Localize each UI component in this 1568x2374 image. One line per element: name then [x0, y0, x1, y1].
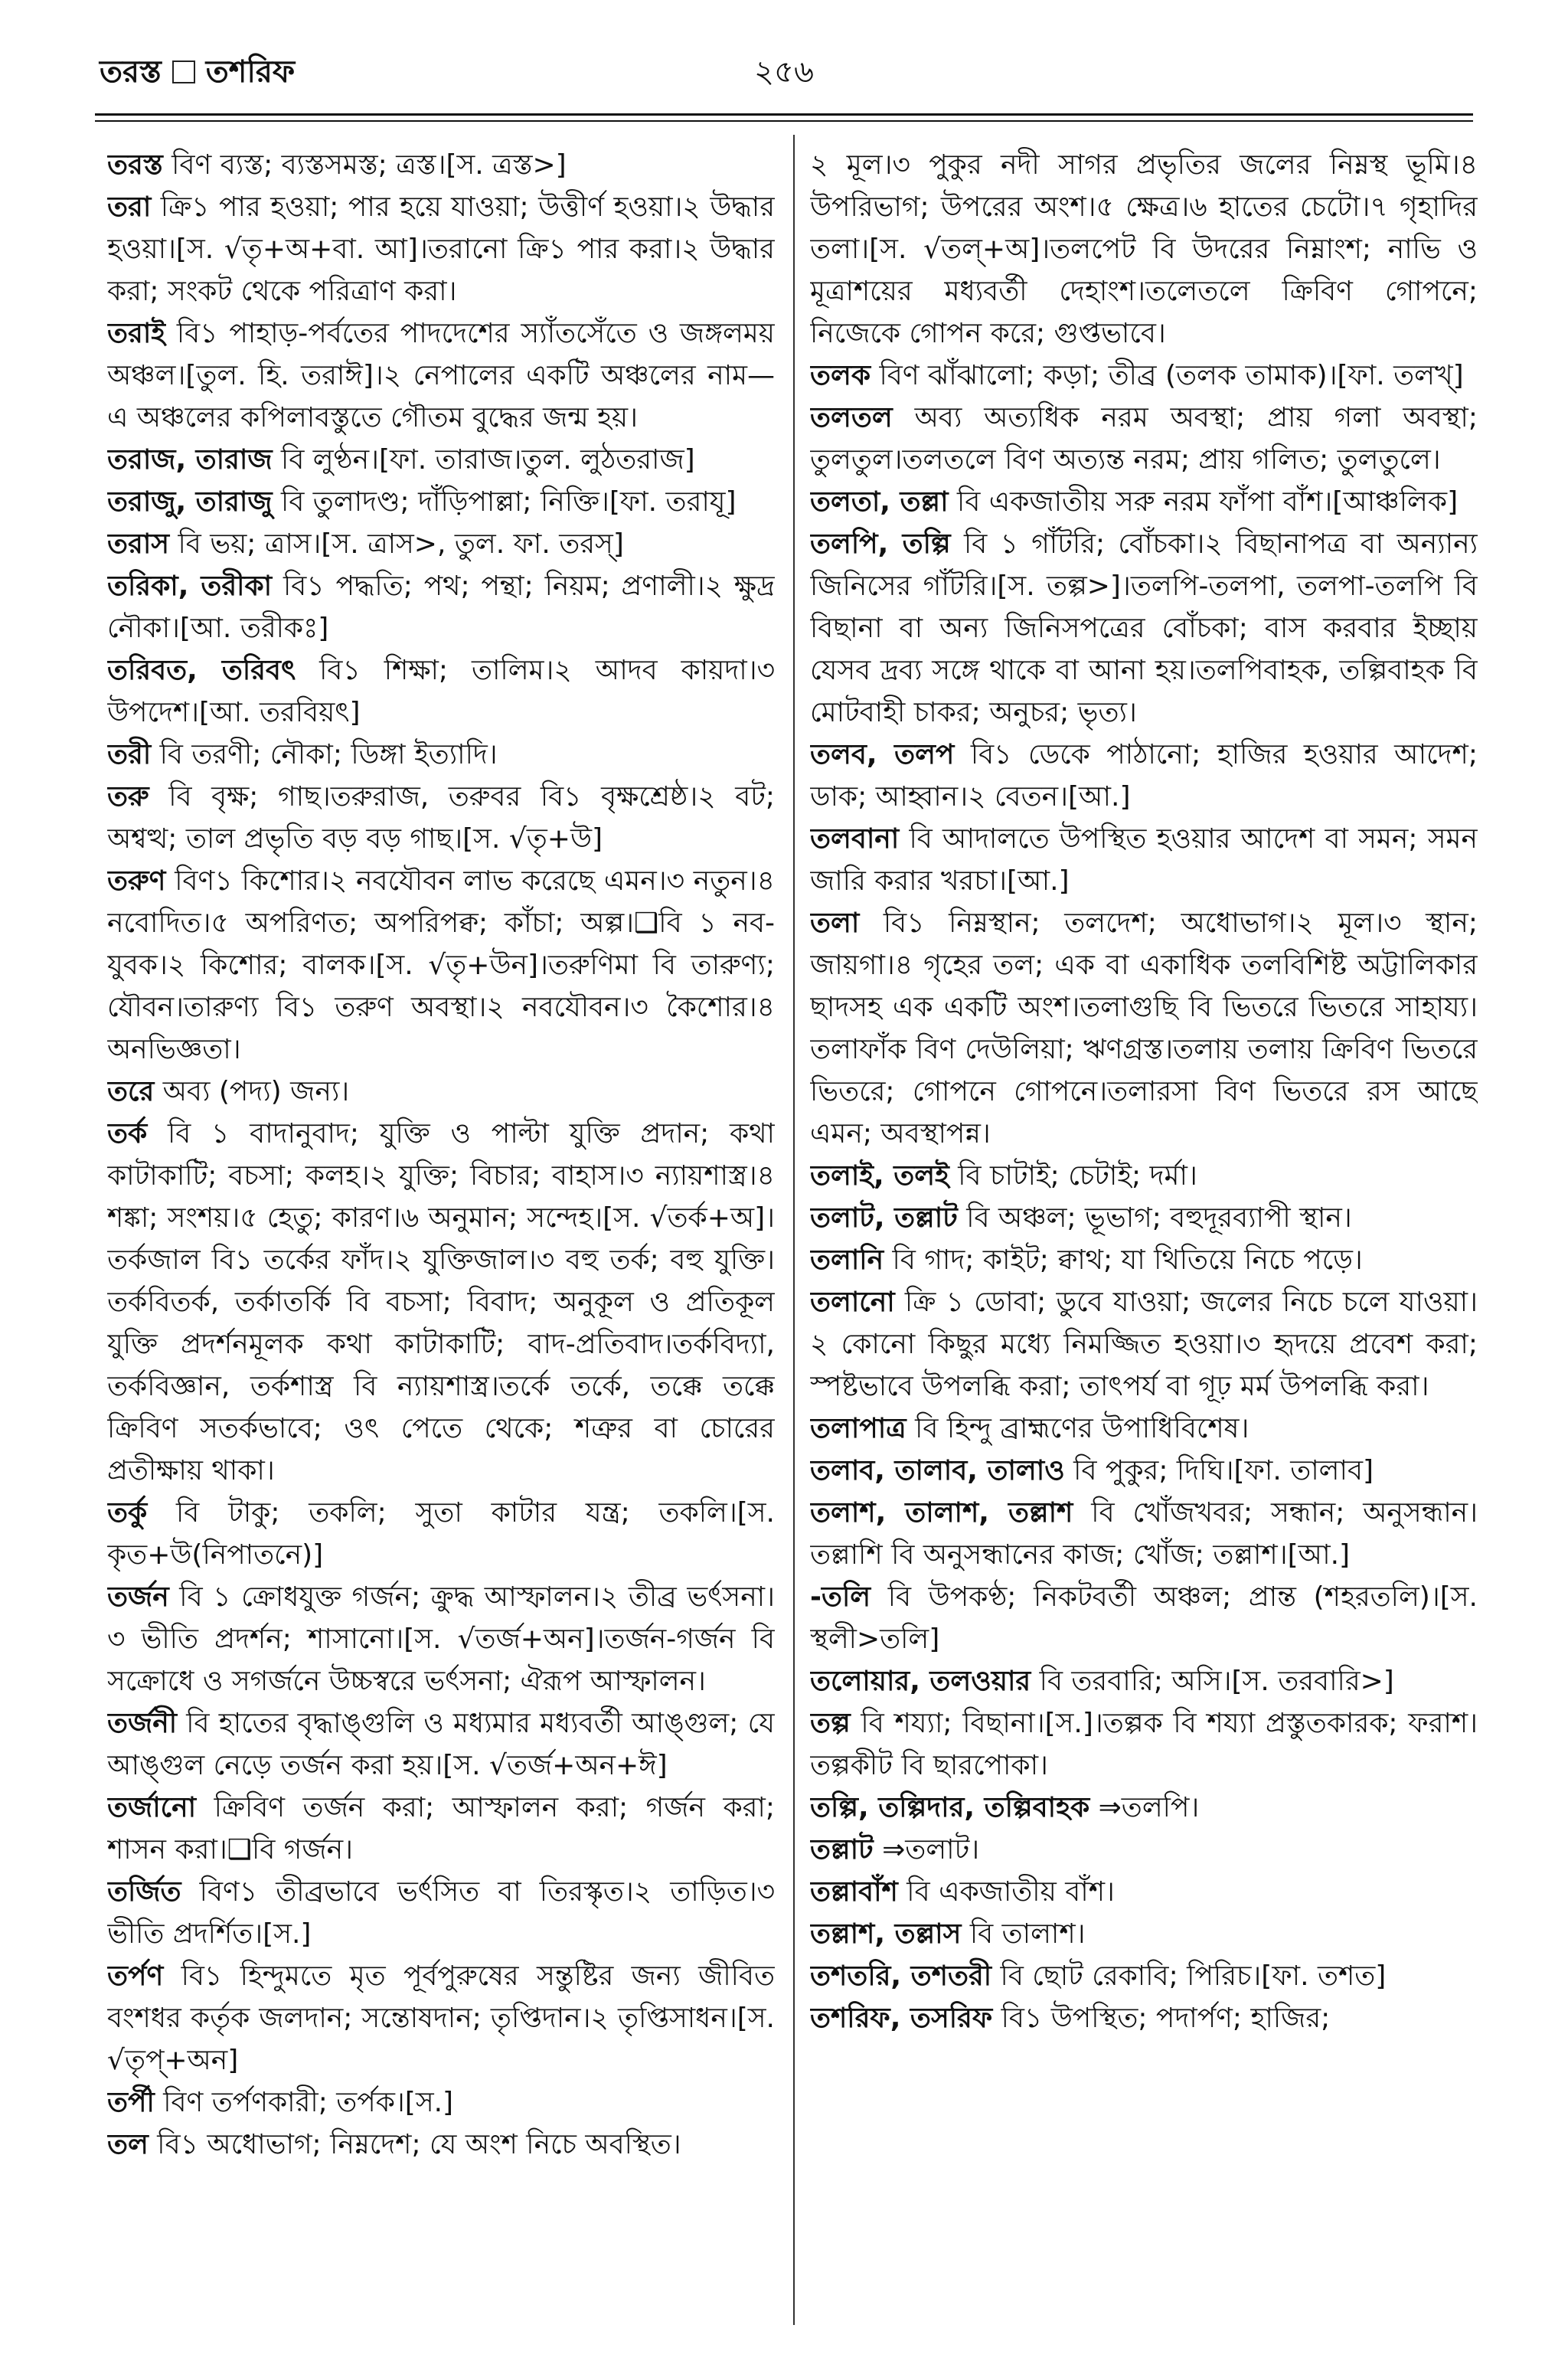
dictionary-entry	[107, 1576, 775, 1702]
entry-headword: তশরিফ, তসরিফ	[810, 2003, 993, 2034]
entry-headword: তর্পী	[107, 2087, 155, 2118]
entry-definition: বি১ পদ্ধতি; পথ; পন্থা; নিয়ম; প্রণালী।২ ক্ষুদ্র নৌকা।[আ. তরীকঃ]	[107, 571, 775, 644]
dictionary-entry	[107, 439, 775, 481]
dictionary-entry	[810, 355, 1478, 397]
right-column	[810, 144, 1478, 2320]
dictionary-entry	[107, 734, 775, 776]
entry-definition: বি বৃক্ষ; গাছ।তরুরাজ, তরুবর বি১ বৃক্ষশ্রেষ্ঠ।২ বট; অশ্বত্থ; তাল প্রভৃতি বড় বড় গাছ।[স. √তৃ+উ]	[107, 781, 775, 855]
entry-headword: তল	[107, 2129, 149, 2160]
entry-definition: বি একজাতীয় বাঁশ।	[906, 1876, 1115, 1908]
entry-headword: তর্ক	[107, 1118, 148, 1149]
page-number: ২৫৬	[754, 54, 814, 90]
entry-definition: বি১ অধোভাগ; নিম্নদেশ; যে অংশ নিচে অবস্থিত।	[157, 2129, 681, 2160]
entry-headword: তলাই, তলই	[810, 1160, 949, 1192]
separator-box-icon	[172, 60, 195, 83]
entry-definition: বি শয্যা; বিছানা।[স.]।তল্পক বি শয্যা প্রস্তুতকারক; ফরাশ।তল্পকীট বি ছারপোকা।	[810, 1708, 1478, 1781]
dictionary-entry	[107, 186, 775, 312]
guide-words	[100, 47, 295, 99]
entry-definition: বি খোঁজখবর; সন্ধান; অনুসন্ধান।তল্লাশি বি অনুসন্ধানের কাজ; খোঁজ; তল্লাশ।[আ.]	[810, 1497, 1478, 1571]
entry-headword: তলবানা	[810, 823, 900, 855]
dictionary-entry	[810, 1408, 1478, 1450]
dictionary-entry	[810, 1660, 1478, 1702]
dictionary-entry	[810, 734, 1478, 818]
entry-headword: তরিবত, তরিবৎ	[107, 655, 296, 686]
dictionary-entry	[107, 1071, 775, 1113]
entry-headword: তরুণ	[107, 865, 166, 897]
entry-headword: তলাট, তল্লাট	[810, 1202, 958, 1234]
entry-headword: তল্লাশ, তল্লাস	[810, 1918, 962, 1950]
dictionary-entry	[810, 1197, 1478, 1239]
entry-definition: বি১ শিক্ষা; তালিম।২ আদব কায়দা।৩ উপদেশ।[আ. তরবিয়ৎ]	[107, 655, 775, 728]
entry-definition: বিণ১ কিশোর।২ নবযৌবন লাভ করেছে এমন।৩ নতুন।৪ নবোদিত।৫ অপরিণত; অপরিপক্ব; কাঁচা; অল্প।❑বি ১ নব-যুবক।২ কিশোর; বালক।[স. √তৃ+উন]।তরুণিমা বি তারুণ্য; যৌবন।তারুণ্য বি১ তরুণ অবস্থা।২ নবযৌবন।৩ কৈশোর।৪ অনভিজ্ঞতা।	[107, 865, 775, 1065]
entry-headword: তরে	[107, 1076, 155, 1107]
dictionary-entry	[810, 1787, 1478, 1829]
entry-headword: তলা	[810, 907, 860, 939]
entry-definition: বি অঞ্চল; ভূভাগ; বহুদূরব্যাপী স্থান।	[966, 1202, 1352, 1234]
entry-definition: বিণ১ তীব্রভাবে ভর্ৎসিত বা তিরস্কৃত।২ তাড়িত।৩ ভীতি প্রদর্শিত।[স.]	[107, 1876, 775, 1950]
entry-definition: বি গাদ; কাইট; ক্বাথ; যা থিতিয়ে নিচে পড়ে।	[892, 1244, 1363, 1276]
dictionary-entry	[810, 144, 1478, 355]
entry-definition: বি ছোট রেকাবি; পিরিচ।[ফা. তশত]	[1000, 1960, 1387, 1992]
dictionary-entry	[107, 523, 775, 565]
guide-word-first: তরস্ত	[100, 54, 162, 90]
entry-definition: বি পুকুর; দিঘি।[ফা. তালাব]	[1073, 1455, 1374, 1486]
entry-definition: ⇒তলাট।	[882, 1834, 980, 1866]
entry-definition: বি হিন্দু ব্রাহ্মণের উপাধিবিশেষ।	[915, 1413, 1250, 1444]
entry-definition: বি১ হিন্দুমতে মৃত পূর্বপুরুষের সন্তুষ্টির জন্য জীবিত বংশধর কর্তৃক জলদান; সন্তোষদান; তৃপ্তিদান।২ তৃপ্তিসাধন।[স. √তৃপ্+অন]	[107, 1960, 775, 2076]
dictionary-entry	[810, 523, 1478, 734]
dictionary-entry	[107, 1113, 775, 1492]
dictionary-entry	[107, 481, 775, 523]
dictionary-entry	[810, 1281, 1478, 1408]
dictionary-entry	[810, 1913, 1478, 1955]
dictionary-entry	[810, 818, 1478, 902]
entry-definition: বি১ নিম্নস্থান; তলদেশ; অধোভাগ।২ মূল।৩ স্থান; জায়গা।৪ গৃহের তল; এক বা একাধিক তলবিশিষ্ট অট্টালিকার ছাদসহ এক একটি অংশ।তলাগুছি বি ভিতরে ভিতরে সাহায্য।তলাফাঁক বিণ দেউলিয়া; ঋণগ্রস্ত।তলায় তলায় ক্রিবিণ ভিতরে ভিতরে; গোপনে গোপনে।তলারসা বিণ ভিতরে রস আছে এমন; অবস্থাপন্ন।	[810, 907, 1478, 1149]
column-divider	[793, 135, 795, 2325]
entry-headword: তর্জনী	[107, 1708, 178, 1739]
dictionary-entry	[810, 1450, 1478, 1492]
entry-headword: তলাব, তালাব, তালাও	[810, 1455, 1065, 1486]
entry-headword: তর্জানো	[107, 1792, 197, 1823]
entry-headword: তরস্ত	[107, 149, 163, 181]
header-rule	[95, 113, 1473, 122]
entry-headword: তরাস	[107, 528, 170, 560]
entry-headword: তলক	[810, 360, 871, 391]
dictionary-entry	[810, 1955, 1478, 1997]
entry-definition: অব্য (পদ্য) জন্য।	[162, 1076, 350, 1107]
entry-headword: তল্লাট	[810, 1834, 874, 1866]
entry-definition: বি টাকু; তকলি; সুতা কাটার যন্ত্র; তকলি।[স. কৃত+উ(নিপাতনে)]	[107, 1497, 775, 1571]
entry-definition: ২ মূল।৩ পুকুর নদী সাগর প্রভৃতির জলের নিম্নস্থ ভূমি।৪ উপরিভাগ; উপরের অংশ।৫ ক্ষেত্র।৬ হাতের চেটো।৭ গৃহাদির তলা।[স. √তল্+অ]।তলপেট বি উদরের নিম্নাংশ; নাভি ও মূত্রাশয়ের মধ্যবর্তী দেহাংশ।তলেতলে ক্রিবিণ গোপনে; নিজেকে গোপন করে; গুপ্তভাবে।	[810, 149, 1478, 349]
entry-headword: তরাজ, তারাজ	[107, 444, 273, 476]
entry-definition: ⇒তলপি।	[1098, 1792, 1200, 1823]
entry-headword: তর্জিত	[107, 1876, 181, 1908]
dictionary-entry	[810, 1702, 1478, 1787]
entry-definition: বিণ ঝাঁঝালো; কড়া; তীব্র (তলক তামাক)।[ফা. তলখ্]	[879, 360, 1464, 391]
left-column	[107, 144, 775, 2320]
entry-headword: তলাশ, তালাশ, তল্লাশ	[810, 1497, 1073, 1529]
entry-headword: তলতা, তল্লা	[810, 486, 949, 518]
entry-headword: তল্লাবাঁশ	[810, 1876, 898, 1908]
entry-definition: বিণ তর্পণকারী; তর্পক।[স.]	[163, 2087, 454, 2118]
dictionary-entry	[107, 1787, 775, 1871]
entry-definition: বি ১ গাঁটরি; বোঁচকা।২ বিছানাপত্র বা অন্যান্য জিনিসের গাঁটরি।[স. তল্প>]।তলপি-তলপা, তলপা-তলপি বি বিছানা বা অন্য জিনিসপত্রের বোঁচকা; বাস করবার ইচ্ছায় যেসব দ্রব্য সঙ্গে থাকে বা আনা হয়।তলপিবাহক, তল্পিবাহক বি মোটবাহী চাকর; অনুচর; ভৃত্য।	[810, 528, 1478, 728]
entry-headword: তলব, তলপ	[810, 739, 955, 770]
dictionary-entry	[107, 2081, 775, 2124]
entry-headword: তলানো	[810, 1287, 895, 1318]
dictionary-entry	[810, 902, 1478, 1155]
entry-headword: তর্জন	[107, 1581, 169, 1613]
entry-headword: তরাই	[107, 318, 165, 349]
entry-headword: তরা	[107, 191, 152, 223]
entry-definition: বি ভয়; ত্রাস।[স. ত্রাস>, তুল. ফা. তরস্]	[178, 528, 624, 560]
entry-headword: তল্পি, তল্পিদার, তল্পিবাহক	[810, 1792, 1090, 1823]
dictionary-entry	[107, 1492, 775, 1576]
entry-definition: বি হাতের বৃদ্ধাঙ্গুলি ও মধ্যমার মধ্যবর্তী আঙ্গুল; যে আঙ্গুল নেড়ে তর্জন করা হয়।[স. √তর্জ+অন+ঈ]	[107, 1708, 775, 1781]
entry-definition: বি উপকণ্ঠ; নিকটবর্তী অঞ্চল; প্রান্ত (শহরতলি)।[স. স্থলী>তলি]	[810, 1581, 1478, 1655]
entry-definition: বি তরবারি; অসি।[স. তরবারি>]	[1039, 1666, 1394, 1697]
entry-headword: তর্কু	[107, 1497, 148, 1529]
dictionary-entry	[107, 649, 775, 734]
entry-headword: তল্প	[810, 1708, 851, 1739]
dictionary-entry	[810, 1829, 1478, 1871]
dictionary-entry	[810, 1576, 1478, 1660]
entry-headword: তলপি, তল্পি	[810, 528, 951, 560]
dictionary-entry	[107, 1955, 775, 2081]
entry-headword: তলানি	[810, 1244, 884, 1276]
dictionary-entry	[810, 1155, 1478, 1197]
entry-definition: বিণ ব্যস্ত; ব্যস্তসমস্ত; ত্রস্ত।[স. ত্রস্ত>]	[172, 149, 567, 181]
entry-headword: তরিকা, তরীকা	[107, 571, 273, 602]
entry-definition: বি আদালতে উপস্থিত হওয়ার আদেশ বা সমন; সমন জারি করার খরচা।[আ.]	[810, 823, 1478, 897]
entry-headword: তলোয়ার, তলওয়ার	[810, 1666, 1031, 1697]
dictionary-entry	[810, 481, 1478, 523]
entry-definition: বি চাটাই; চেটাই; দর্মা।	[958, 1160, 1197, 1192]
dictionary-entry	[810, 1239, 1478, 1281]
dictionary-entry	[107, 144, 775, 186]
dictionary-entry	[107, 565, 775, 649]
entry-definition: বি তালাশ।	[969, 1918, 1086, 1950]
entry-definition: বি একজাতীয় সরু নরম ফাঁপা বাঁশ।[আঞ্চলিক]	[957, 486, 1459, 518]
entry-definition: ক্রি১ পার হওয়া; পার হয়ে যাওয়া; উত্তীর্ণ হওয়া।২ উদ্ধার হওয়া।[স. √তৃ+অ+বা. আ]।তরানো ক্রি১ পার করা।২ উদ্ধার করা; সংকট থেকে পরিত্রাণ করা।	[107, 191, 775, 307]
dictionary-entry	[107, 2124, 775, 2166]
entry-definition: বি ১ বাদানুবাদ; যুক্তি ও পাল্টা যুক্তি প্রদান; কথা কাটাকাটি; বচসা; কলহ।২ যুক্তি; বিচার; বাহাস।৩ ন্যায়শাস্ত্র।৪ শঙ্কা; সংশয়।৫ হেতু; কারণ।৬ অনুমান; সন্দেহ।[স. √তর্ক+অ]।তর্কজাল বি১ তর্কের ফাঁদ।২ যুক্তিজাল।৩ বহু তর্ক; বহু যুক্তি।তর্কবিতর্ক, তর্কাতর্কি বি বচসা; বিবাদ; অনুকূল ও প্রতিকূল যুক্তি প্রদর্শনমূলক কথা কাটাকাটি; বাদ-প্রতিবাদ।তর্কবিদ্যা, তর্কবিজ্ঞান, তর্কশাস্ত্র বি ন্যায়শাস্ত্র।তর্কে তর্কে, তক্কে তক্কে ক্রিবিণ সতর্কভাবে; ওৎ পেতে থেকে; শত্রুর বা চোরের প্রতীক্ষায় থাকা।	[107, 1118, 775, 1486]
entry-definition: বি ১ ক্রোধযুক্ত গর্জন; ক্রুদ্ধ আস্ফালন।২ তীব্র ভর্ৎসনা।৩ ভীতি প্রদর্শন; শাসানো।[স. √তর্জ+অন]।তর্জন-গর্জন বি সক্রোধে ও সগর্জনে উচ্চস্বরে ভর্ৎসনা; ঐরূপ আস্ফালন।	[107, 1581, 775, 1697]
entry-headword: তরাজু, তারাজু	[107, 486, 273, 518]
dictionary-entry	[810, 1871, 1478, 1913]
dictionary-entry	[107, 776, 775, 860]
dictionary-entry	[810, 1492, 1478, 1576]
dictionary-entry	[107, 860, 775, 1071]
entry-definition: বি লুণ্ঠন।[ফা. তারাজ।তুল. লুঠতরাজ]	[281, 444, 695, 476]
entry-headword: তলাপাত্র	[810, 1413, 906, 1444]
dictionary-entry	[107, 1871, 775, 1955]
entry-headword: -তলি	[810, 1581, 871, 1613]
dictionary-entry	[810, 397, 1478, 481]
entry-headword: তরু	[107, 781, 149, 813]
entry-headword: তলতল	[810, 402, 893, 433]
entry-definition: ক্রি ১ ডোবা; ডুবে যাওয়া; জলের নিচে চলে যাওয়া।২ কোনো কিছুর মধ্যে নিমজ্জিত হওয়া।৩ হৃদয়ে প্রবেশ করা; স্পষ্টভাবে উপলব্ধি করা; তাৎপর্য বা গূঢ় মর্ম উপলব্ধি করা।	[810, 1287, 1478, 1402]
entry-definition: বি১ ডেকে পাঠানো; হাজির হওয়ার আদেশ; ডাক; আহ্বান।২ বেতন।[আ.]	[810, 739, 1478, 813]
entry-headword: তর্পণ	[107, 1960, 164, 1992]
guide-word-last: তশরিফ	[205, 54, 296, 90]
entry-definition: ক্রিবিণ তর্জন করা; আস্ফালন করা; গর্জন করা; শাসন করা।❑বি গর্জন।	[107, 1792, 775, 1866]
dictionary-entry	[107, 312, 775, 439]
entry-definition: বি তুলাদণ্ড; দাঁড়িপাল্লা; নিক্তি।[ফা. তরাযূ]	[281, 486, 737, 518]
entry-definition: বি১ উপস্থিত; পদার্পণ; হাজির;	[1001, 2003, 1331, 2034]
entry-definition: বি১ পাহাড়-পর্বতের পাদদেশের স্যাঁতসেঁতে ও জঙ্গলময় অঞ্চল।[তুল. হি. তরাঈ]।২ নেপালের একটি অঞ্চলের নাম—এ অঞ্চলের কপিলাবস্তুতে গৌতম বুদ্ধের জন্ম হয়।	[107, 318, 775, 433]
entry-definition: বি তরণী; নৌকা; ডিঙ্গা ইত্যাদি।	[159, 739, 498, 770]
dictionary-entry	[107, 1702, 775, 1787]
dictionary-entry	[810, 1997, 1478, 2039]
entry-definition: অব্য অত্যধিক নরম অবস্থা; প্রায় গলা অবস্থা; তুলতুল।তলতলে বিণ অত্যন্ত নরম; প্রায় গলিত; তুলতুলে।	[810, 402, 1478, 476]
entry-headword: তশতরি, তশতরী	[810, 1960, 992, 1992]
running-head	[100, 47, 1468, 93]
entry-headword: তরী	[107, 739, 152, 770]
